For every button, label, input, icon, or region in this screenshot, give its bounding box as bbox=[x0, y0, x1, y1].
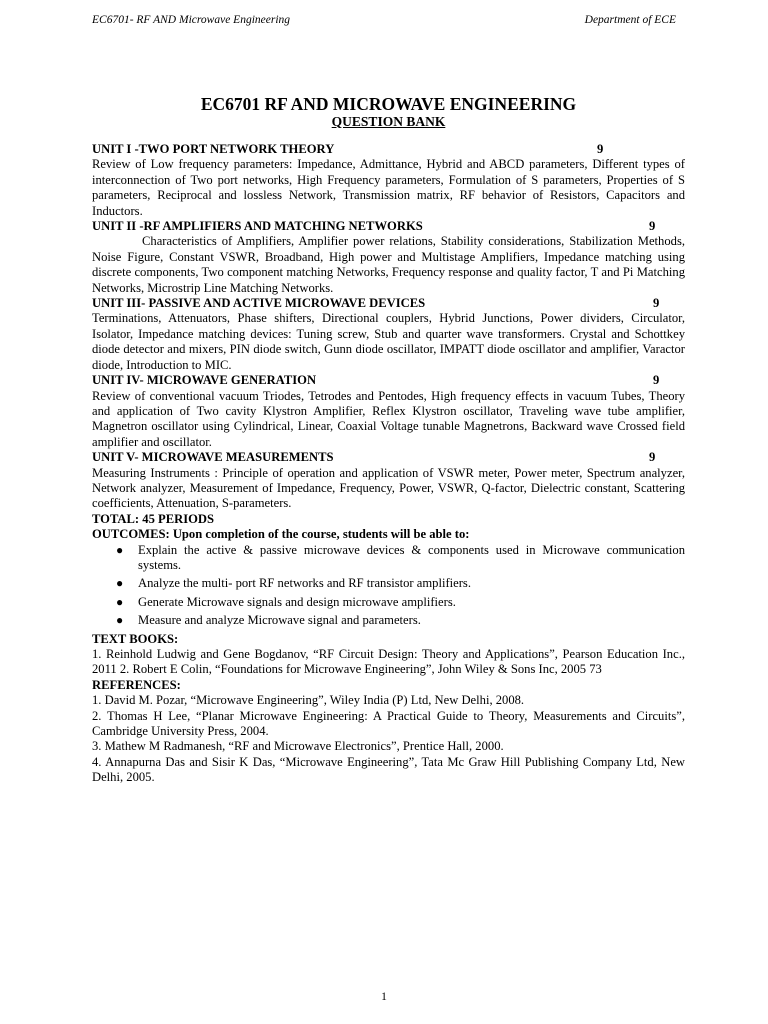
document-title: EC6701 RF AND MICROWAVE ENGINEERING bbox=[200, 94, 577, 114]
unit-1 bbox=[92, 142, 685, 219]
page-number: 1 bbox=[381, 991, 387, 1003]
textbooks-text: 1. Reinhold Ludwig and Gene Bogdanov, “RF Circuit Design: Theory and Applications”, Pearson Education Inc., 2011 2. Robert E Colin, “Foundations for Microwave Engineering”, John Wiley & Sons Inc, 2005 73 bbox=[92, 647, 685, 677]
unit-heading bbox=[92, 142, 685, 157]
unit-heading bbox=[92, 296, 685, 311]
reference-item: 2. Thomas H Lee, “Planar Microwave Engineering: A Practical Guide to Theory, Measurements and Circuits”, Cambridge University Press, 2004. bbox=[92, 708, 685, 739]
references-heading: REFERENCES: bbox=[92, 677, 181, 692]
unit-hours: 9 bbox=[597, 142, 604, 156]
unit-hours: 9 bbox=[653, 296, 660, 311]
header-course-name: EC6701- RF AND Microwave Engineering bbox=[92, 14, 291, 26]
unit-description: Review of Low frequency parameters: Impedance, Admittance, Hybrid and ABCD parameters, Different types of interconnection of Two port networks, High Frequency parameters, Formulation of S parameters, Properties of S parameters, Reciprocal and lossless Network, Transmission matrix, RF behavior of Resistors, Capacitors and Inductors. bbox=[92, 157, 685, 218]
unit-heading bbox=[92, 373, 685, 388]
total-periods: TOTAL: 45 PERIODS bbox=[92, 511, 214, 526]
list-item: ● Generate Microwave signals and design microwave amplifiers. bbox=[116, 594, 456, 609]
unit-hours: 9 bbox=[653, 373, 660, 388]
bullet-icon: ● bbox=[116, 542, 124, 557]
document-subtitle: QUESTION BANK bbox=[331, 114, 446, 129]
unit-4 bbox=[92, 373, 685, 450]
unit-title: UNIT I -TWO PORT NETWORK THEORY bbox=[92, 142, 335, 156]
outcomes-heading: OUTCOMES: Upon completion of the course, students will be able to: bbox=[92, 527, 470, 542]
unit-title: UNIT II -RF AMPLIFIERS AND MATCHING NETWORKS bbox=[92, 219, 423, 234]
list-item: ● Analyze the multi- port RF networks and RF transistor amplifiers. bbox=[116, 576, 471, 591]
document-body bbox=[92, 94, 685, 786]
unit-3 bbox=[92, 296, 685, 373]
unit-description: Characteristics of Amplifiers, Amplifier power relations, Stability considerations, Stabilization Methods, Noise Figure, Constant VSWR, Broadband, High power and Multistage Amplifiers, Impedance matching using discrete components, Two component matching Networks, Frequency response and quality factor, T and Pi Matching Networks, Microstrip Line Matching Networks. bbox=[92, 234, 685, 295]
unit-heading bbox=[92, 450, 685, 465]
unit-5 bbox=[92, 450, 685, 512]
unit-2 bbox=[92, 219, 685, 296]
unit-description: Review of conventional vacuum Triodes, Tetrodes and Pentodes, High frequency effects in vacuum Tubes, Theory and application of Two cavity Klystron Amplifier, Reflex Klystron oscillator, Traveling wave tube amplifier, Magnetron oscillator using Cylindrical, Linear, Coaxial Voltage tunable Magnetrons, Backward wave Crossed field amplifier and oscillator. bbox=[92, 388, 685, 449]
header-department: Department of ECE bbox=[584, 14, 676, 26]
reference-item: 4. Annapurna Das and Sisir K Das, “Microwave Engineering”, Tata Mc Graw Hill Publishing Company Ltd, New Delhi, 2005. bbox=[92, 754, 685, 785]
unit-heading bbox=[92, 219, 685, 234]
unit-hours: 9 bbox=[649, 219, 656, 234]
reference-item: 3. Mathew M Radmanesh, “RF and Microwave Electronics”, Prentice Hall, 2000. bbox=[92, 739, 504, 754]
unit-description: Terminations, Attenuators, Phase shifters, Directional couplers, Hybrid Junctions, Power dividers, Circulator, Isolator, Impedance matching devices: Tuning screw, Stub and quarter wave transformers. Crystal and Schottkey diode detector and mixers, PIN diode switch, Gunn diode oscillator, IMPATT diode oscillator and amplifier, Varactor diode, Introduction to MIC. bbox=[92, 311, 685, 372]
unit-description: Measuring Instruments : Principle of operation and application of VSWR meter, Power meter, Spectrum analyzer, Network analyzer, Measurement of Impedance, Frequency, Power, VSWR, Q-factor, Dielectric constant, Scattering coefficients, Attenuation, S-parameters. bbox=[92, 465, 685, 511]
textbooks-heading: TEXT BOOKS: bbox=[92, 631, 179, 646]
unit-title: UNIT IV- MICROWAVE GENERATION bbox=[92, 373, 317, 388]
unit-title: UNIT III- PASSIVE AND ACTIVE MICROWAVE DEVICES bbox=[92, 296, 426, 311]
unit-title: UNIT V- MICROWAVE MEASUREMENTS bbox=[92, 450, 334, 465]
outcomes-list bbox=[92, 543, 685, 629]
unit-hours: 9 bbox=[649, 450, 656, 465]
running-header bbox=[92, 14, 676, 30]
bullet-icon: ● bbox=[116, 594, 124, 609]
list-item: ● Measure and analyze Microwave signal and parameters. bbox=[116, 613, 421, 628]
bullet-icon: ● bbox=[116, 613, 124, 628]
reference-item: 1. David M. Pozar, “Microwave Engineering”, Wiley India (P) Ltd, New Delhi, 2008. bbox=[92, 693, 525, 708]
list-item: ● Explain the active & passive microwave devices & components used in Microwave communication systems. bbox=[116, 542, 685, 572]
bullet-icon: ● bbox=[116, 576, 124, 591]
